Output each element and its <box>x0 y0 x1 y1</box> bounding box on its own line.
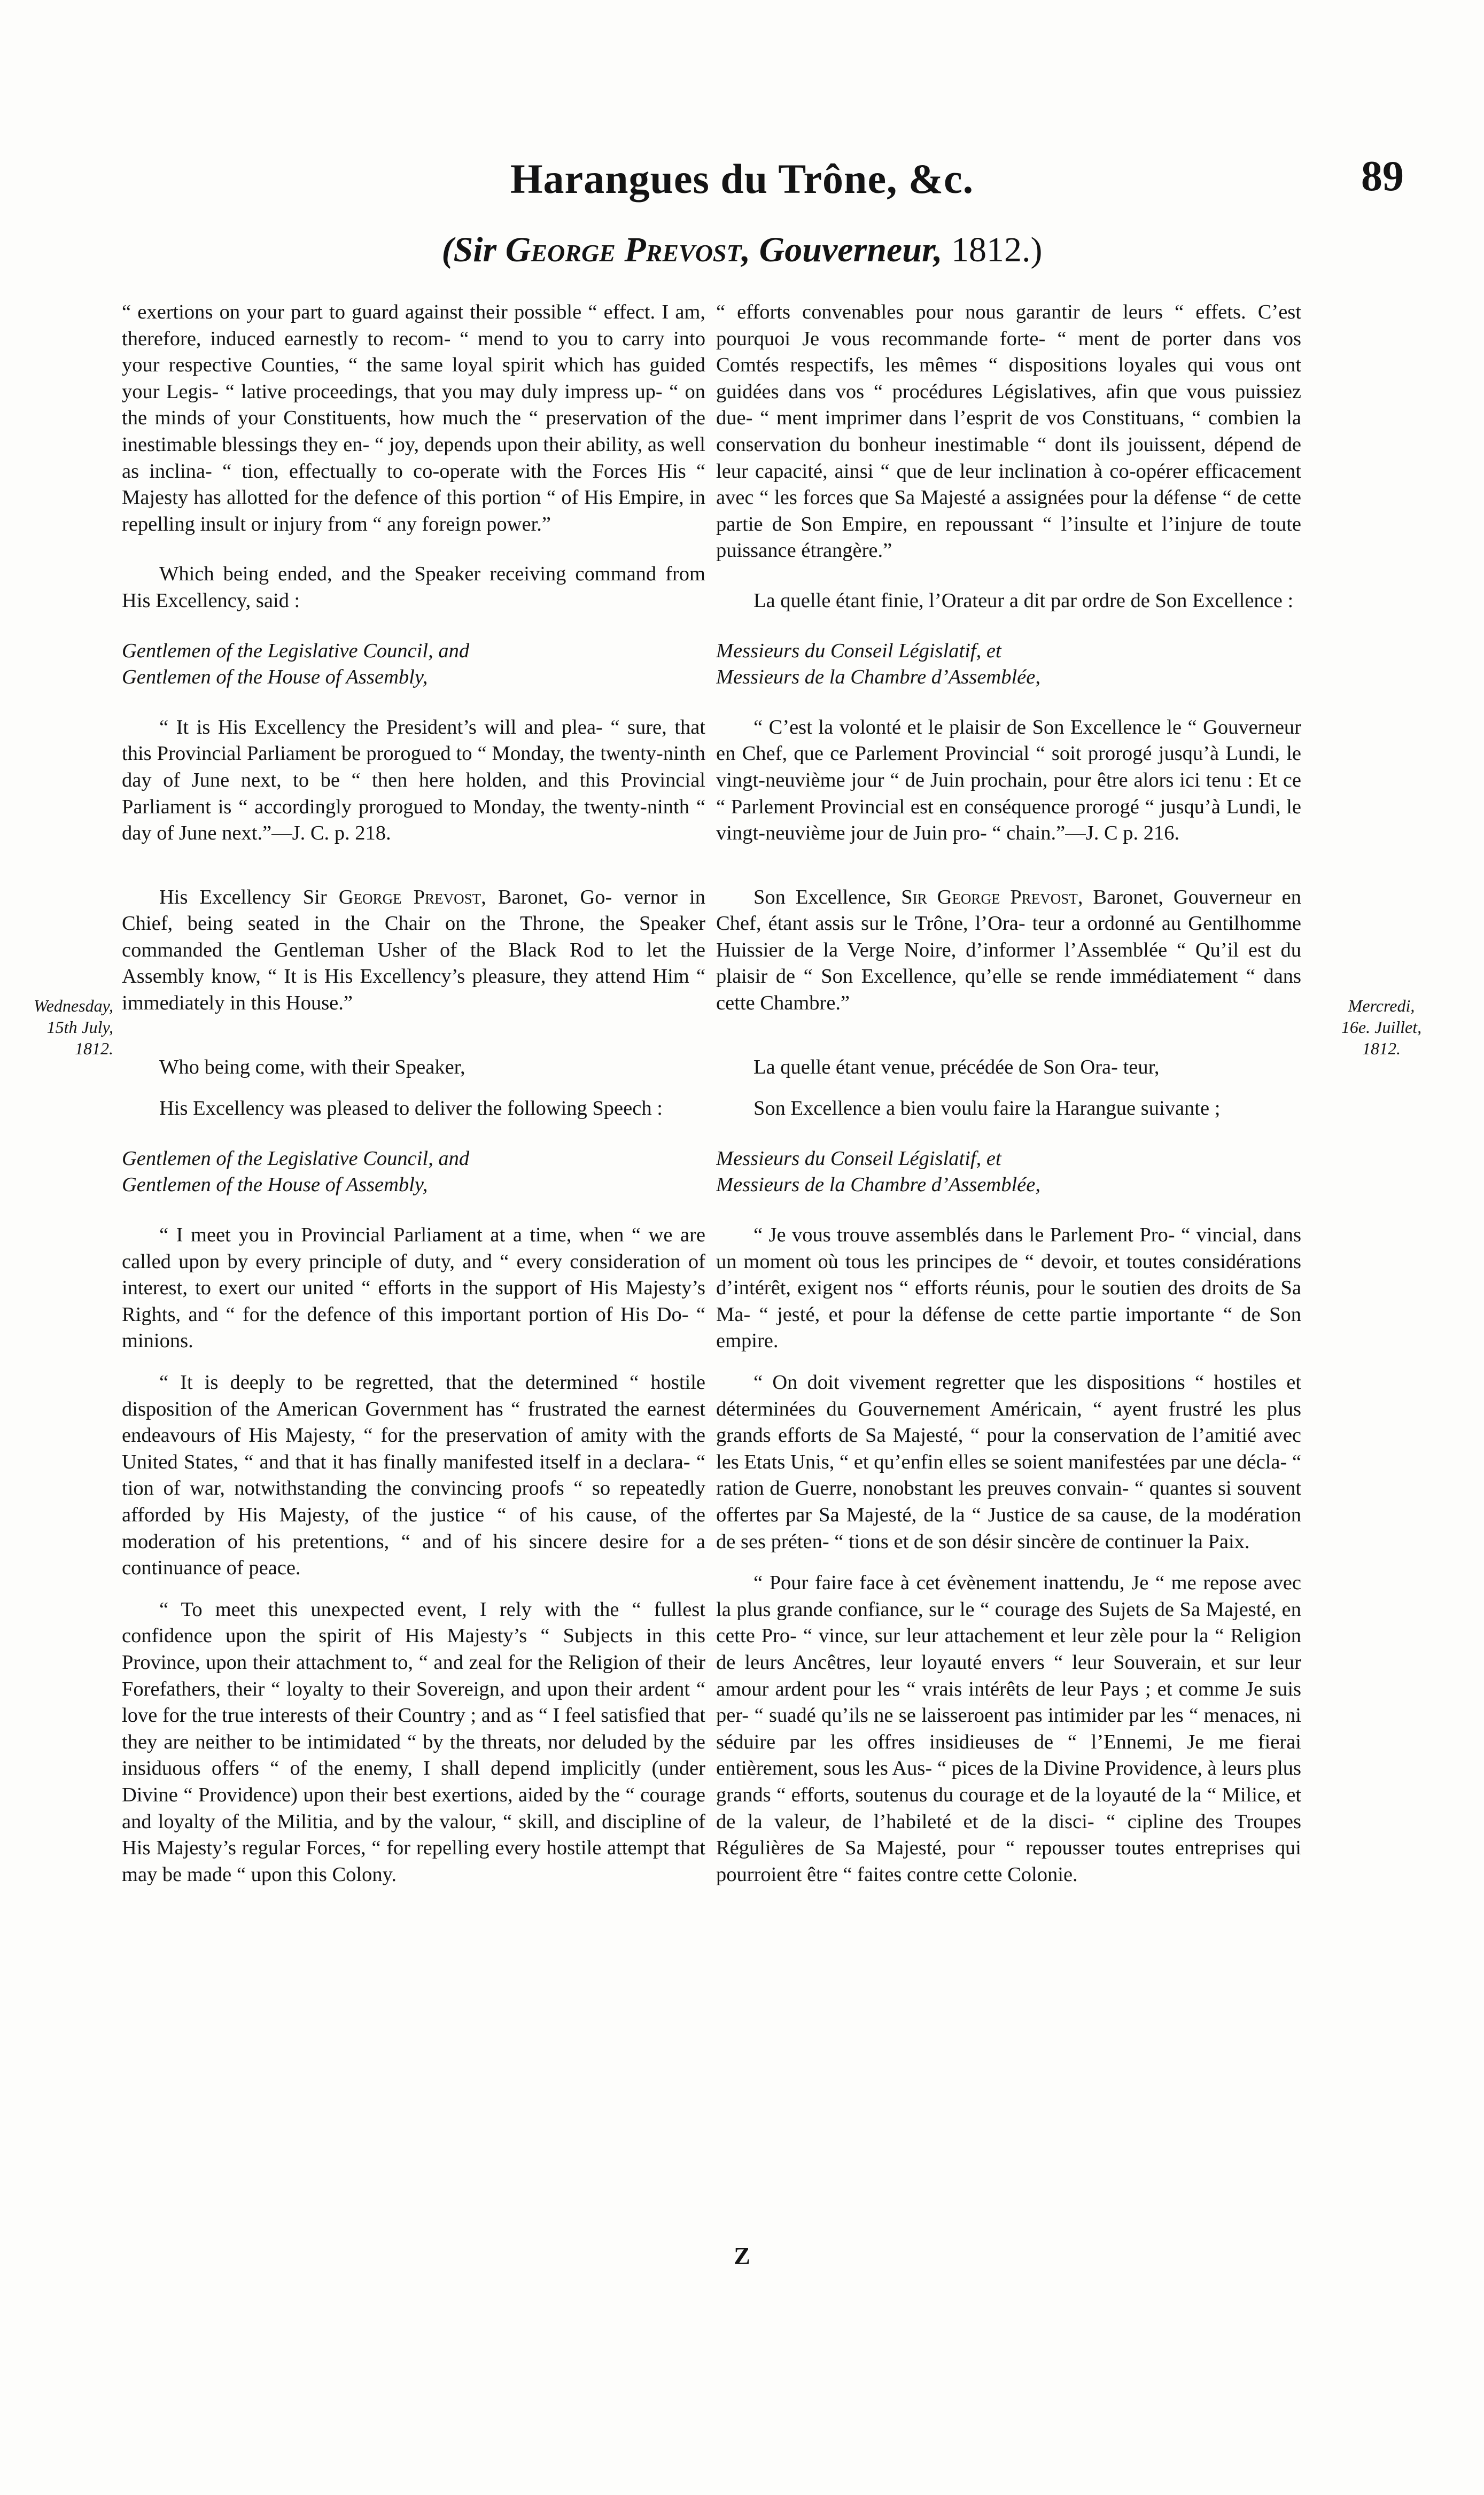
text-span: Son Excellence, <box>753 885 902 908</box>
paragraph: “ Je vous trouve assemblés dans le Parlement Pro- “ vincial, dans un moment où tous les principes de “ devoir, et toutes considérations d’intérêt, exigent nos “ efforts réunis, pour le soutien des droits de Sa Ma- “ jesté, et pour la défense de cette partie importante “ de Son empire. <box>716 1224 1301 1353</box>
paragraph: “ Pour faire face à cet évènement inattendu, Je “ me repose avec la plus grande confiance, sur le “ courage des Sujets de Sa Majesté, en cette Pro- “ vince, sur leur attachement et leur zèle pour la “ Religion de leurs Ancêtres, leur loyauté envers “ leur Souverain, et sur leur amour ardent pour les “ vrais intérêts de leur Pays ; et comme Je suis per- “ suadé qu’ils ne se laisseroent pas intimider par les “ menaces, ni séduire par les offres insidieuses de “ l’Ennemi, Je me fierai entièrement, sous les Aus- “ pices de la Divine Providence, à leurs plus grands “ efforts, soutenus du courage et de la loyauté de la “ Milice, et de la valeur, de l’habileté et de la disci- “ cipline des Troupes Régulières de Sa Majesté, pour “ repousser toutes entreprises qui pourroient être “ faites contre cette Colonie. <box>716 1572 1301 1886</box>
paragraph: Son Excellence a bien voulu faire la Harangue suivante ; <box>753 1097 1221 1120</box>
running-subtitle <box>0 230 1484 270</box>
paragraph <box>716 884 1301 1017</box>
margin-note-right <box>1325 995 1438 1059</box>
address-line: Gentlemen of the Legislative Council, and <box>122 1147 470 1170</box>
signature-mark: Z <box>734 2242 750 2269</box>
text-span: His Excellency Sir <box>159 885 339 908</box>
name-span: Sir George Prevost <box>901 885 1078 908</box>
paragraph: Which being ended, and the Speaker receiving command from His Excellency, said : <box>122 563 705 612</box>
name-span: George Prevost <box>338 885 481 908</box>
margin-note-right-line: 1812. <box>1362 1039 1401 1058</box>
paragraph: “ I meet you in Provincial Parliament at a time, when “ we are called upon by every principle of duty, and “ every consideration of interest, to exert our united “ efforts in the support of His Majesty’s Rights, and “ for the defence of this important portion of His Do- “ minions. <box>122 1224 705 1353</box>
paragraph: His Excellency was pleased to deliver the following Speech : <box>159 1097 663 1120</box>
margin-note-left <box>6 995 113 1059</box>
french-column <box>716 299 1301 2202</box>
subtitle-year: 1812.) <box>951 230 1043 269</box>
paragraph: “ exertions on your part to guard against their possible “ effect. I am, therefore, induced earnestly to recom- “ mend to you to carry into your respective Counties, “ the same loyal spirit which has guided your Legis- “ lative proceedings, that you may duly impress up- “ on the minds of your Constituents, how much the “ preservation of the inestimable blessings they en- “ joy, depends upon their ability, as well as inclina- “ tion, effectually to co-operate with the Forces His “ Majesty has allotted for the defence of this portion “ of His Empire, in repelling insult or injury from “ any foreign power.” <box>122 301 705 535</box>
margin-note-left-line: Wednesday, <box>33 996 113 1015</box>
paragraph: La quelle étant finie, l’Orateur a dit par ordre de Son Excellence : <box>753 589 1294 612</box>
address-line: Messieurs du Conseil Législatif, et <box>716 1147 1001 1170</box>
address-line: Messieurs de la Chambre d’Assemblée, <box>716 666 1040 689</box>
address-line: Messieurs du Conseil Législatif, et <box>716 639 1001 662</box>
paragraph: Who being come, with their Speaker, <box>159 1055 465 1078</box>
paragraph: La quelle étant venue, précédée de Son Ora- teur, <box>753 1055 1160 1078</box>
address-line: Gentlemen of the House of Assembly, <box>122 1173 428 1196</box>
paragraph <box>122 884 705 1017</box>
paragraph: “ C’est la volonté et le plaisir de Son Excellence le “ Gouverneur en Chef, que ce Parlement Provincial “ soit prorogé jusqu’à Lundi, le vingt-neuvième jour “ de Juin prochain, pour être alors ici tenu : Et ce “ Parlement Provincial est en conséquence prorogé “ jusqu’à Lundi, le vingt-neuvième jour de Juin pro- “ chain.”—J. C p. 216. <box>716 716 1301 845</box>
margin-note-left-line: 15th July, <box>46 1017 113 1037</box>
english-column <box>122 299 705 2202</box>
address-line: Messieurs de la Chambre d’Assemblée, <box>716 1173 1040 1196</box>
paragraph: “ On doit vivement regretter que les dispositions “ hostiles et déterminées du Gouvernement Américain, “ ayent frustré les plus grands efforts de Sa Majesté, “ pour la conservation de l’amitié avec les Etats Unis, “ et qu’enfin elles se soient manifestées par une décla- “ ration de Guerre, nonobstant les preuves convain- “ quantes si souvent offertes par Sa Majesté, de la “ Justice de sa cause, de la modération de ses préten- “ tions et de son désir sincère de continuer la Paix. <box>716 1371 1301 1553</box>
page-number: 89 <box>1361 153 1404 200</box>
margin-note-left-line: 1812. <box>75 1039 113 1058</box>
paragraph: “ To meet this unexpected event, I rely with the “ fullest confidence upon the spirit of His Majesty’s “ Subjects in this Province, upon their attachment to, “ and zeal for the Religion of their Forefathers, their “ loyalty to their Sovereign, and upon their ardent “ love for the true interests of their Country ; and as “ I feel satisfied that they are neither to be intimidated “ by the threats, nor deluded by the insiduous offers “ of the enemy, I shall depend implicitly (under Divine “ Providence) upon their best exertions, aided by the “ courage and loyalty of the Militia, and by the valour, “ skill, and discipline of His Majesty’s regular Forces, “ for repelling every hostile attempt that may be made “ upon this Colony. <box>122 1598 705 1886</box>
margin-note-right-line: 16e. Juillet, <box>1341 1017 1422 1037</box>
paragraph: “ It is His Excellency the President’s will and plea- “ sure, that this Provincial Parliament be prorogued to “ Monday, the twenty-ninth day of June next, to be “ then here holden, and this Provincial Parliament is “ accordingly prorogued to Monday, the twenty-ninth “ day of June next.”—J. C. p. 218. <box>122 716 705 845</box>
running-title: Harangues du Trône, &c. <box>510 156 974 202</box>
margin-note-right-line: Mercredi, <box>1348 996 1415 1015</box>
address-line: Gentlemen of the House of Assembly, <box>122 666 428 689</box>
address-line: Gentlemen of the Legislative Council, and <box>122 639 470 662</box>
text-span: , Baronet, Gouverneur en Chef, étant assis sur le Trône, l’Ora- teur a ordonné au Gentilhomme Huissier de la Verge Noire, d’informer l’Assemblée “ Qu’il est du plaisir de “ Son Excellence, qu’elle se rende immédiatement “ dans cette Chambre.” <box>716 885 1301 1015</box>
subtitle-role: Gouverneur, <box>759 230 943 269</box>
text-span: , Baronet, Go- vernor in Chief, being seated in the Chair on the Throne, the Speaker commanded the Gentleman Usher of the Black Rod to let the Assembly know, “ It is His Excellency’s pleasure, they attend Him “ immediately in this House.” <box>122 885 705 1015</box>
paragraph: “ It is deeply to be regretted, that the determined “ hostile disposition of the American Government has “ frustrated the earnest endeavours of His Majesty, “ for the preservation of amity with the United States, “ and that it has finally manifested itself in a declara- “ tion of war, notwithstanding the convincing proofs “ so repeatedly afforded by His Majesty, of the justice “ of his cause, of the moderation of his pretentions, “ and of his sincere desire for a continuance of peace. <box>122 1371 705 1580</box>
subtitle-prefix: (Sir <box>441 230 497 269</box>
subtitle-name: George Prevost, <box>505 230 751 269</box>
paragraph: “ efforts convenables pour nous garantir de leurs “ effets. C’est pourquoi Je vous recommande forte- “ ment de porter dans vos Comtés respectifs, les mêmes “ dispositions loyales qui vous ont guidées dans vos “ procédures Législatives, afin que vous puissiez due- “ ment imprimer dans l’esprit de vos Constituans, “ combien la conservation du bonheur inestimable “ dont ils jouissent, dépend de leur capacité, ainsi “ que de leur inclination à co-opérer efficacement avec “ les forces que Sa Majesté a assignées pour la défense “ de cette partie de Son Empire, en repoussant “ l’insulte et l’injure de toute puissance étrangère.” <box>716 301 1301 562</box>
